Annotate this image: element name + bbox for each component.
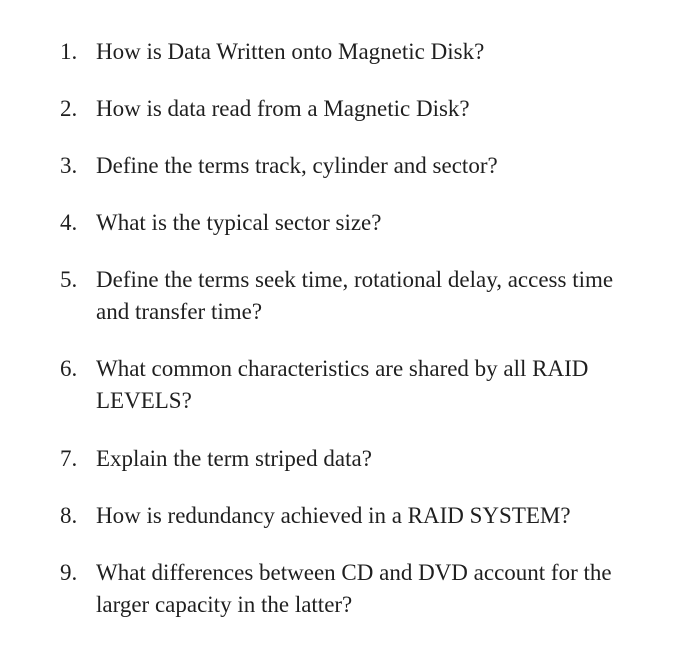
- question-line: What differences between CD and DVD account for the: [96, 560, 612, 585]
- question-line: What is the typical sector size?: [96, 210, 382, 235]
- question-text: [96, 93, 686, 125]
- question-line: LEVELS?: [96, 388, 192, 413]
- question-text: [96, 353, 686, 417]
- question-text: [96, 207, 686, 239]
- question-text: [96, 36, 686, 68]
- question-number: 8.: [60, 503, 78, 528]
- question-line: Explain the term striped data?: [96, 446, 372, 471]
- question-number: 7.: [60, 446, 78, 471]
- question-number: 5.: [60, 267, 78, 292]
- question-line: larger capacity in the latter?: [96, 592, 353, 617]
- question-text: [96, 443, 686, 475]
- question-text: [96, 264, 686, 328]
- question-line: Define the terms seek time, rotational delay, access time: [96, 267, 614, 292]
- question-number: 9.: [60, 560, 78, 585]
- question-text: [96, 500, 686, 532]
- question-number: 6.: [60, 356, 78, 381]
- question-number: 4.: [60, 210, 78, 235]
- question-number: 3.: [60, 153, 78, 178]
- question-number: 2.: [60, 96, 78, 121]
- question-line: How is redundancy achieved in a RAID SYSTEM?: [96, 503, 571, 528]
- question-line: How is Data Written onto Magnetic Disk?: [96, 39, 485, 64]
- question-text: [96, 557, 686, 621]
- question-line: How is data read from a Magnetic Disk?: [96, 96, 470, 121]
- question-number: 1.: [60, 39, 78, 64]
- question-line: What common characteristics are shared by all RAID: [96, 356, 589, 381]
- question-line: and transfer time?: [96, 299, 263, 324]
- question-text: [96, 150, 686, 182]
- question-line: Define the terms track, cylinder and sector?: [96, 153, 498, 178]
